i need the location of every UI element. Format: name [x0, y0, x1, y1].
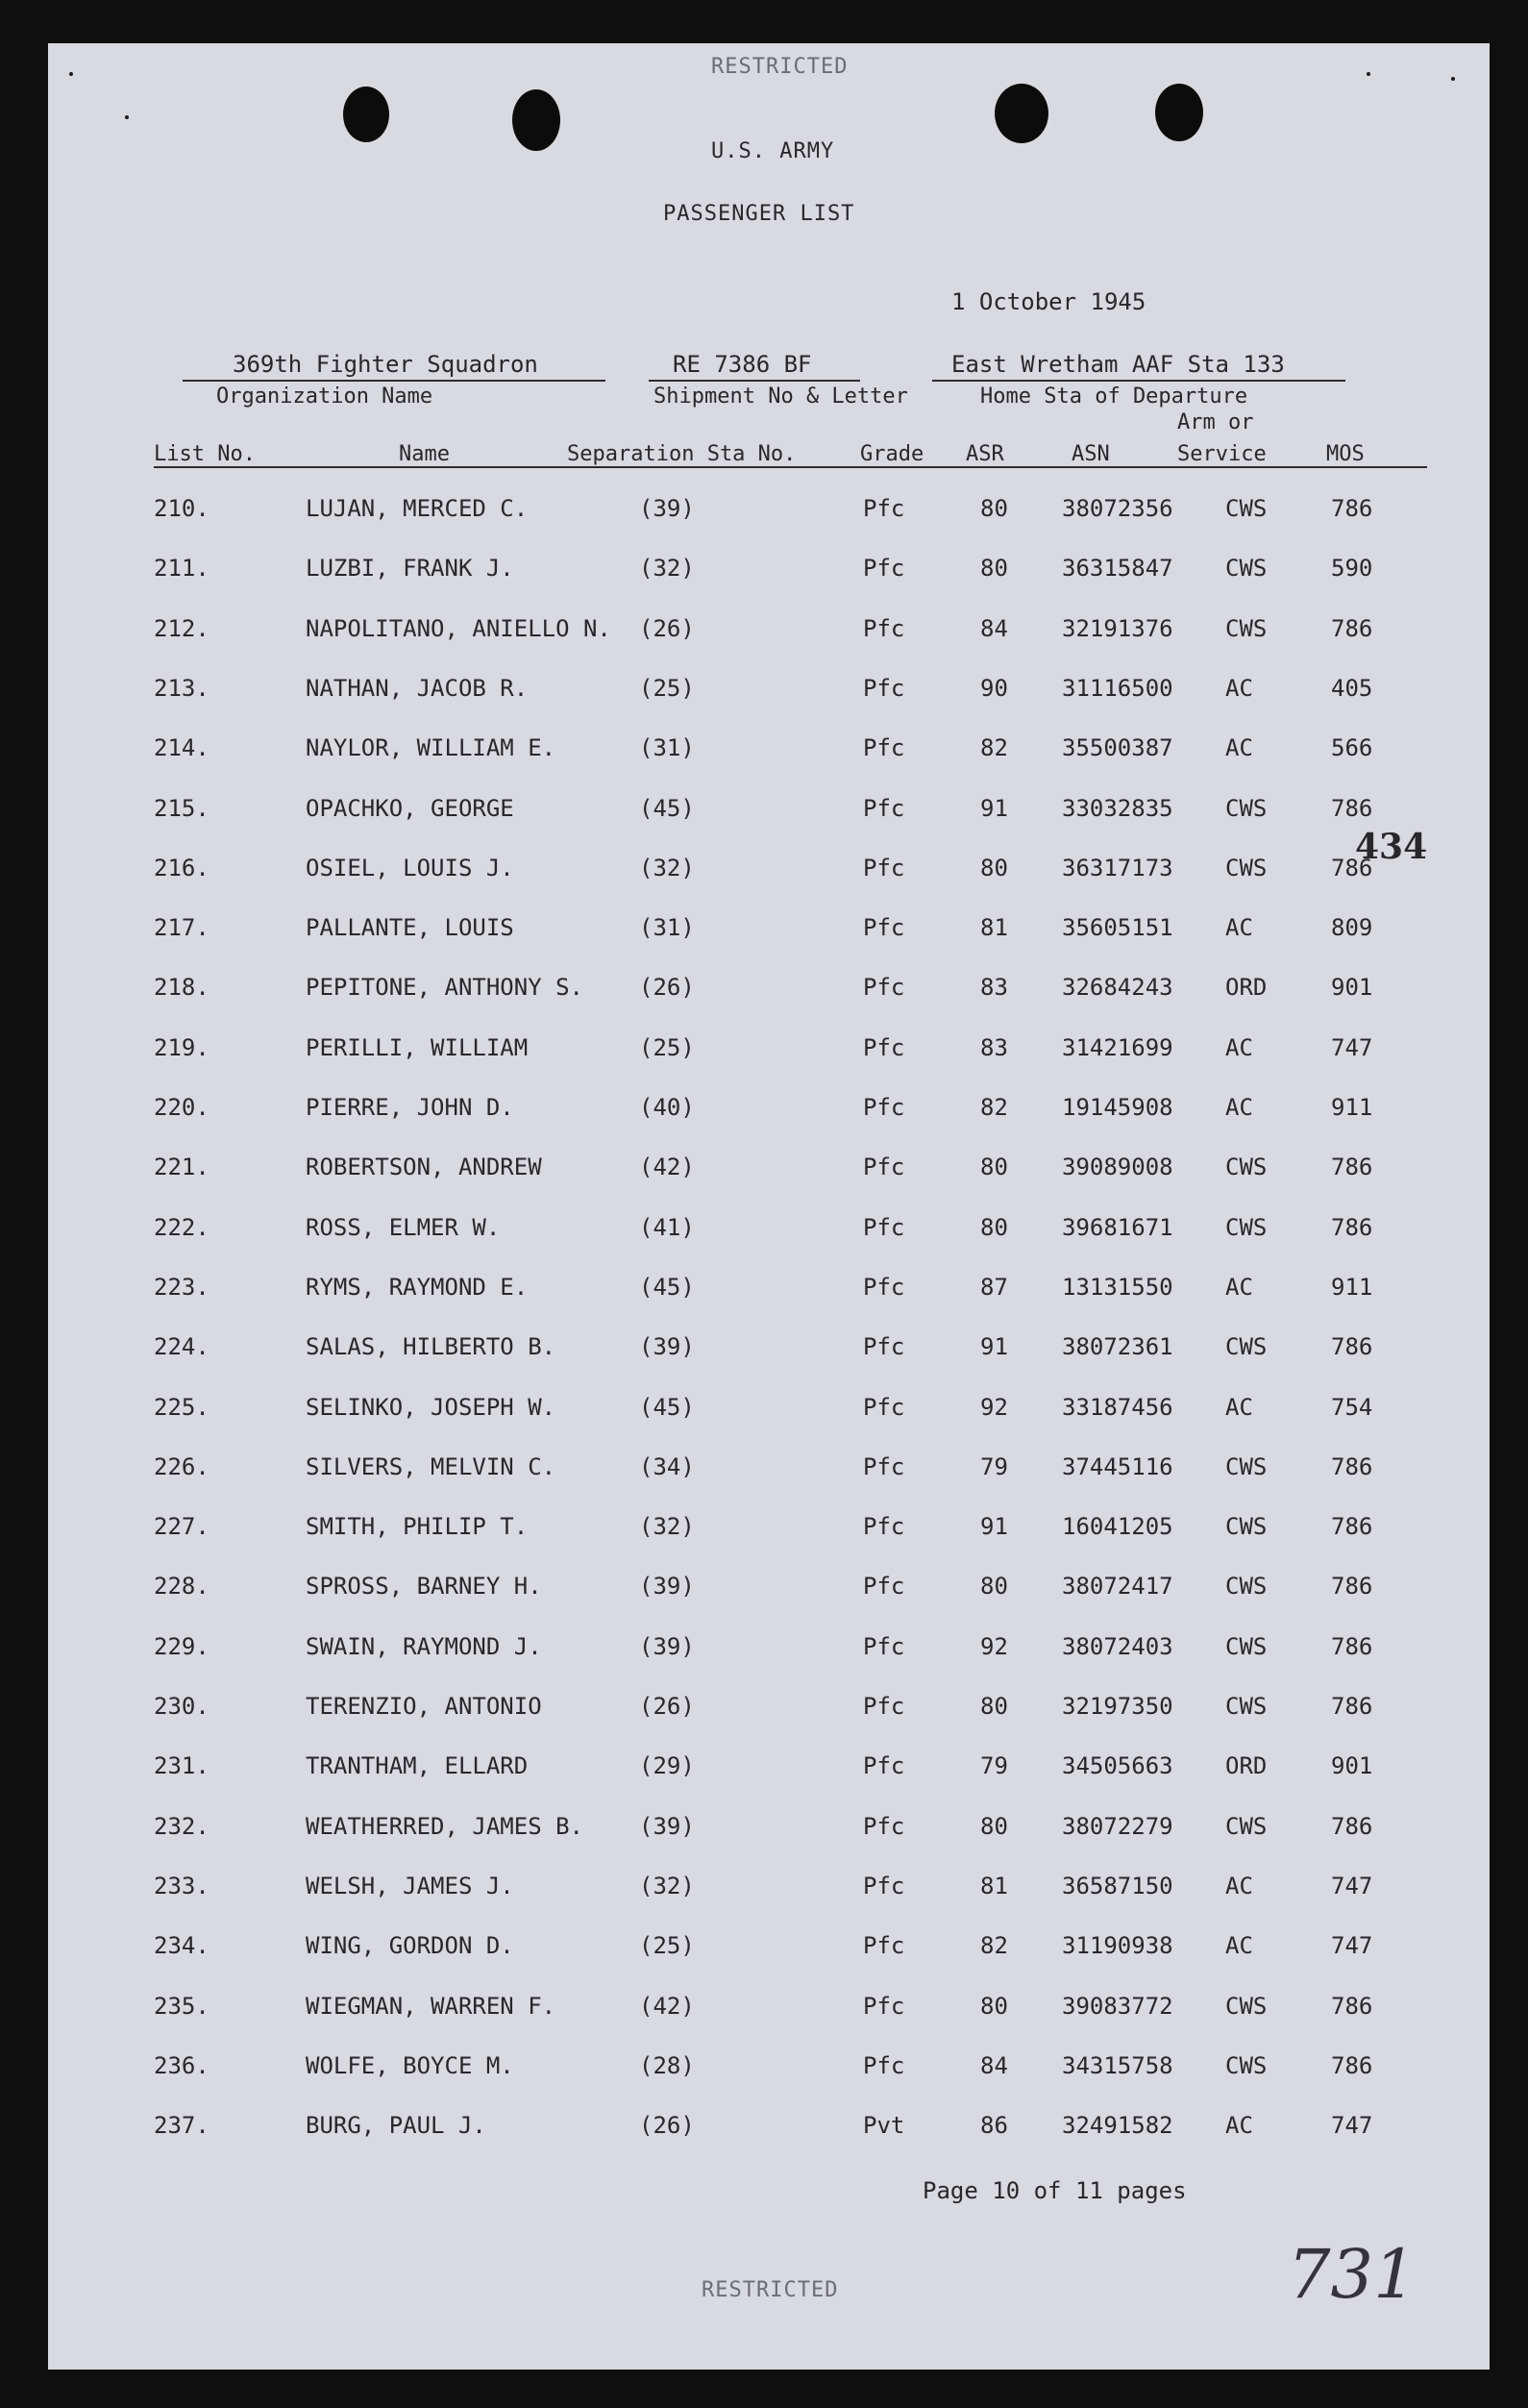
- mos-cell: 786: [1331, 495, 1373, 522]
- shipment-underline: [649, 380, 860, 382]
- table-row: [48, 855, 1490, 893]
- punch-hole: [1155, 84, 1203, 141]
- asn-cell: 32191376: [1062, 614, 1173, 642]
- arm-service-cell: CWS: [1225, 614, 1268, 642]
- list-number-cell: 220.: [154, 1094, 209, 1121]
- table-row: [48, 1752, 1490, 1791]
- asr-cell: 82: [980, 734, 1008, 762]
- mos-cell: 747: [1331, 1033, 1373, 1061]
- table-row: [48, 495, 1490, 534]
- list-number-cell: 216.: [154, 854, 209, 881]
- list-number-cell: 228.: [154, 1573, 209, 1601]
- shipment-number: RE 7386 BF: [673, 351, 812, 378]
- list-number-cell: 237.: [154, 2112, 209, 2140]
- mos-cell: 747: [1331, 1932, 1373, 1960]
- name-cell: SALAS, HILBERTO B.: [306, 1333, 556, 1361]
- asn-cell: 32684243: [1062, 974, 1173, 1002]
- column-header-arm-top: Arm or: [1177, 410, 1254, 434]
- asr-cell: 91: [980, 1513, 1008, 1541]
- table-row: [48, 1993, 1490, 2031]
- organization-name: 369th Fighter Squadron: [233, 351, 538, 378]
- organization-label: Organization Name: [216, 385, 433, 409]
- separation-cell: (39): [639, 1333, 695, 1361]
- asn-cell: 38072356: [1062, 495, 1173, 522]
- list-number-cell: 231.: [154, 1752, 209, 1780]
- name-cell: NAPOLITANO, ANIELLO N.: [306, 614, 611, 642]
- mos-cell: 786: [1331, 1513, 1373, 1541]
- asn-cell: 38072403: [1062, 1632, 1173, 1660]
- name-cell: RYMS, RAYMOND E.: [306, 1273, 529, 1301]
- grade-cell: Pfc: [863, 1273, 905, 1301]
- arm-service-cell: CWS: [1225, 1333, 1268, 1361]
- grade-cell: Pfc: [863, 974, 905, 1002]
- name-cell: PEPITONE, ANTHONY S.: [306, 974, 583, 1002]
- asn-cell: 36315847: [1062, 555, 1173, 583]
- arm-service-cell: AC: [1225, 1872, 1253, 1899]
- column-header-grade: Grade: [860, 442, 924, 466]
- list-number-cell: 225.: [154, 1393, 209, 1421]
- arm-service-cell: AC: [1225, 1033, 1253, 1061]
- arm-service-cell: AC: [1225, 674, 1253, 702]
- name-cell: OPACHKO, GEORGE: [306, 794, 514, 822]
- table-row: [48, 1513, 1490, 1552]
- asn-cell: 38072417: [1062, 1573, 1173, 1601]
- asn-cell: 38072361: [1062, 1333, 1173, 1361]
- arm-service-cell: AC: [1225, 734, 1253, 762]
- asn-cell: 35500387: [1062, 734, 1173, 762]
- home-station-underline: [932, 380, 1345, 382]
- mos-cell: 405: [1331, 674, 1373, 702]
- asr-cell: 80: [980, 1154, 1008, 1181]
- list-number-cell: 230.: [154, 1693, 209, 1720]
- name-cell: TERENZIO, ANTONIO: [306, 1693, 542, 1720]
- arm-service-cell: CWS: [1225, 495, 1268, 522]
- list-number-cell: 236.: [154, 2051, 209, 2079]
- grade-cell: Pfc: [863, 1693, 905, 1720]
- list-number-cell: 232.: [154, 1812, 209, 1840]
- grade-cell: Pfc: [863, 854, 905, 881]
- mos-cell: 786: [1331, 794, 1373, 822]
- speck: [69, 72, 73, 76]
- shipment-label: Shipment No & Letter: [653, 385, 908, 409]
- separation-cell: (32): [639, 1513, 695, 1541]
- home-station-label: Home Sta of Departure: [980, 385, 1248, 409]
- grade-cell: Pfc: [863, 1094, 905, 1121]
- grade-cell: Pfc: [863, 2051, 905, 2079]
- arm-service-cell: CWS: [1225, 1213, 1268, 1241]
- separation-cell: (32): [639, 854, 695, 881]
- list-number-cell: 235.: [154, 1992, 209, 2020]
- arm-service-cell: AC: [1225, 914, 1253, 942]
- grade-cell: Pfc: [863, 1452, 905, 1480]
- arm-service-cell: CWS: [1225, 1513, 1268, 1541]
- mos-cell: 747: [1331, 2112, 1373, 2140]
- grade-cell: Pfc: [863, 1752, 905, 1780]
- table-row: [48, 1034, 1490, 1073]
- mos-cell: 911: [1331, 1273, 1373, 1301]
- list-number-cell: 217.: [154, 914, 209, 942]
- asn-cell: 36317173: [1062, 854, 1173, 881]
- list-number-cell: 219.: [154, 1033, 209, 1061]
- asr-cell: 80: [980, 555, 1008, 583]
- grade-cell: Pfc: [863, 1213, 905, 1241]
- asr-cell: 83: [980, 974, 1008, 1002]
- name-cell: WELSH, JAMES J.: [306, 1872, 514, 1899]
- grade-cell: Pvt: [863, 2112, 905, 2140]
- list-number-cell: 224.: [154, 1333, 209, 1361]
- list-number-cell: 233.: [154, 1872, 209, 1899]
- mos-cell: 786: [1331, 1333, 1373, 1361]
- asr-cell: 80: [980, 1213, 1008, 1241]
- list-number-cell: 223.: [154, 1273, 209, 1301]
- mos-cell: 911: [1331, 1094, 1373, 1121]
- asn-cell: 39089008: [1062, 1154, 1173, 1181]
- name-cell: BURG, PAUL J.: [306, 2112, 486, 2140]
- table-row: [48, 1633, 1490, 1672]
- grade-cell: Pfc: [863, 1872, 905, 1899]
- arm-service-cell: CWS: [1225, 1693, 1268, 1720]
- grade-cell: Pfc: [863, 555, 905, 583]
- restricted-bottom: RESTRICTED: [702, 2278, 839, 2302]
- grade-cell: Pfc: [863, 914, 905, 942]
- list-number-cell: 212.: [154, 614, 209, 642]
- stamp-number: 434: [1355, 827, 1428, 867]
- separation-cell: (31): [639, 734, 695, 762]
- separation-cell: (31): [639, 914, 695, 942]
- page-title: PASSENGER LIST: [663, 202, 855, 226]
- asr-cell: 80: [980, 1812, 1008, 1840]
- list-number-cell: 218.: [154, 974, 209, 1002]
- asn-cell: 36587150: [1062, 1872, 1173, 1899]
- list-number-cell: 234.: [154, 1932, 209, 1960]
- speck: [1367, 72, 1370, 76]
- asr-cell: 82: [980, 1094, 1008, 1121]
- list-number-cell: 215.: [154, 794, 209, 822]
- mos-cell: 590: [1331, 555, 1373, 583]
- grade-cell: Pfc: [863, 1632, 905, 1660]
- name-cell: TRANTHAM, ELLARD: [306, 1752, 529, 1780]
- asr-cell: 84: [980, 2051, 1008, 2079]
- mos-cell: 786: [1331, 1693, 1373, 1720]
- mos-cell: 786: [1331, 614, 1373, 642]
- list-number-cell: 222.: [154, 1213, 209, 1241]
- asr-cell: 83: [980, 1033, 1008, 1061]
- list-number-cell: 221.: [154, 1154, 209, 1181]
- arm-service-cell: CWS: [1225, 2051, 1268, 2079]
- table-row: [48, 1274, 1490, 1312]
- grade-cell: Pfc: [863, 1513, 905, 1541]
- grade-cell: Pfc: [863, 674, 905, 702]
- column-header-name: Name: [399, 442, 450, 466]
- separation-cell: (29): [639, 1752, 695, 1780]
- separation-cell: (45): [639, 794, 695, 822]
- document-page: [48, 43, 1490, 2370]
- name-cell: SMITH, PHILIP T.: [306, 1513, 529, 1541]
- name-cell: WING, GORDON D.: [306, 1932, 514, 1960]
- table-row: [48, 1154, 1490, 1192]
- punch-hole: [995, 84, 1048, 143]
- list-number-cell: 213.: [154, 674, 209, 702]
- name-cell: SILVERS, MELVIN C.: [306, 1452, 556, 1480]
- list-number-cell: 226.: [154, 1452, 209, 1480]
- table-row: [48, 675, 1490, 713]
- table-row: [48, 1573, 1490, 1611]
- asn-cell: 33032835: [1062, 794, 1173, 822]
- separation-cell: (40): [639, 1094, 695, 1121]
- asn-cell: 19145908: [1062, 1094, 1173, 1121]
- name-cell: LUJAN, MERCED C.: [306, 495, 529, 522]
- asr-cell: 84: [980, 614, 1008, 642]
- asr-cell: 92: [980, 1393, 1008, 1421]
- army-heading: U.S. ARMY: [711, 139, 835, 163]
- name-cell: OSIEL, LOUIS J.: [306, 854, 514, 881]
- asn-cell: 32491582: [1062, 2112, 1173, 2140]
- arm-service-cell: AC: [1225, 1273, 1253, 1301]
- arm-service-cell: CWS: [1225, 854, 1268, 881]
- grade-cell: Pfc: [863, 794, 905, 822]
- mos-cell: 566: [1331, 734, 1373, 762]
- speck: [1451, 77, 1455, 81]
- name-cell: ROBERTSON, ANDREW: [306, 1154, 542, 1181]
- separation-cell: (32): [639, 555, 695, 583]
- arm-service-cell: CWS: [1225, 1812, 1268, 1840]
- separation-cell: (42): [639, 1992, 695, 2020]
- column-header-mos: MOS: [1326, 442, 1365, 466]
- asr-cell: 79: [980, 1752, 1008, 1780]
- organization-underline: [183, 380, 605, 382]
- arm-service-cell: CWS: [1225, 1573, 1268, 1601]
- mos-cell: 786: [1331, 2051, 1373, 2079]
- arm-service-cell: CWS: [1225, 1452, 1268, 1480]
- asr-cell: 87: [980, 1273, 1008, 1301]
- table-row: [48, 2052, 1490, 2091]
- mos-cell: 747: [1331, 1872, 1373, 1899]
- mos-cell: 786: [1331, 1632, 1373, 1660]
- punch-hole: [343, 87, 389, 142]
- name-cell: SELINKO, JOSEPH W.: [306, 1393, 556, 1421]
- arm-service-cell: CWS: [1225, 794, 1268, 822]
- separation-cell: (32): [639, 1872, 695, 1899]
- grade-cell: Pfc: [863, 1393, 905, 1421]
- separation-cell: (25): [639, 1932, 695, 1960]
- list-number-cell: 210.: [154, 495, 209, 522]
- mos-cell: 786: [1331, 1213, 1373, 1241]
- asr-cell: 81: [980, 1872, 1008, 1899]
- table-row: [48, 1693, 1490, 1731]
- separation-cell: (26): [639, 614, 695, 642]
- header-rule: [154, 466, 1427, 468]
- separation-cell: (39): [639, 1573, 695, 1601]
- asr-cell: 80: [980, 854, 1008, 881]
- arm-service-cell: AC: [1225, 1932, 1253, 1960]
- separation-cell: (26): [639, 1693, 695, 1720]
- name-cell: PALLANTE, LOUIS: [306, 914, 514, 942]
- list-number-cell: 229.: [154, 1632, 209, 1660]
- name-cell: LUZBI, FRANK J.: [306, 555, 514, 583]
- mos-cell: 901: [1331, 1752, 1373, 1780]
- grade-cell: Pfc: [863, 1033, 905, 1061]
- arm-service-cell: CWS: [1225, 1154, 1268, 1181]
- name-cell: SWAIN, RAYMOND J.: [306, 1632, 542, 1660]
- name-cell: WOLFE, BOYCE M.: [306, 2051, 514, 2079]
- separation-cell: (26): [639, 974, 695, 1002]
- asn-cell: 31116500: [1062, 674, 1173, 702]
- grade-cell: Pfc: [863, 1812, 905, 1840]
- home-station: East Wretham AAF Sta 133: [951, 351, 1285, 378]
- mos-cell: 754: [1331, 1393, 1373, 1421]
- list-number-cell: 227.: [154, 1513, 209, 1541]
- arm-service-cell: ORD: [1225, 974, 1268, 1002]
- table-row: [48, 1873, 1490, 1911]
- table-row: [48, 974, 1490, 1012]
- asn-cell: 39681671: [1062, 1213, 1173, 1241]
- arm-service-cell: CWS: [1225, 1992, 1268, 2020]
- asn-cell: 31190938: [1062, 1932, 1173, 1960]
- column-header-asn: ASN: [1072, 442, 1110, 466]
- name-cell: PIERRE, JOHN D.: [306, 1094, 514, 1121]
- grade-cell: Pfc: [863, 1573, 905, 1601]
- mos-cell: 786: [1331, 1573, 1373, 1601]
- name-cell: WIEGMAN, WARREN F.: [306, 1992, 556, 2020]
- column-header-list-no: List No.: [154, 442, 256, 466]
- asn-cell: 38072279: [1062, 1812, 1173, 1840]
- column-header-separation: Separation Sta No.: [567, 442, 797, 466]
- table-row: [48, 1214, 1490, 1253]
- restricted-top: RESTRICTED: [711, 55, 849, 79]
- arm-service-cell: AC: [1225, 1393, 1253, 1421]
- separation-cell: (41): [639, 1213, 695, 1241]
- asr-cell: 92: [980, 1632, 1008, 1660]
- list-date: 1 October 1945: [951, 288, 1146, 315]
- page-number: Page 10 of 11 pages: [923, 2177, 1187, 2204]
- mos-cell: 786: [1331, 854, 1373, 881]
- name-cell: NATHAN, JACOB R.: [306, 674, 529, 702]
- table-row: [48, 1333, 1490, 1372]
- asr-cell: 80: [980, 1573, 1008, 1601]
- asn-cell: 32197350: [1062, 1693, 1173, 1720]
- arm-service-cell: AC: [1225, 1094, 1253, 1121]
- grade-cell: Pfc: [863, 1333, 905, 1361]
- asn-cell: 31421699: [1062, 1033, 1173, 1061]
- table-row: [48, 734, 1490, 773]
- table-row: [48, 1394, 1490, 1432]
- grade-cell: Pfc: [863, 734, 905, 762]
- mos-cell: 786: [1331, 1452, 1373, 1480]
- grade-cell: Pfc: [863, 1932, 905, 1960]
- asr-cell: 90: [980, 674, 1008, 702]
- mos-cell: 786: [1331, 1812, 1373, 1840]
- asr-cell: 79: [980, 1452, 1008, 1480]
- separation-cell: (42): [639, 1154, 695, 1181]
- separation-cell: (25): [639, 1033, 695, 1061]
- asr-cell: 91: [980, 794, 1008, 822]
- table-row: [48, 2112, 1490, 2150]
- arm-service-cell: CWS: [1225, 1632, 1268, 1660]
- separation-cell: (39): [639, 1812, 695, 1840]
- column-header-asr: ASR: [966, 442, 1004, 466]
- mos-cell: 809: [1331, 914, 1373, 942]
- table-row: [48, 1813, 1490, 1851]
- separation-cell: (39): [639, 495, 695, 522]
- arm-service-cell: AC: [1225, 2112, 1253, 2140]
- asr-cell: 80: [980, 1992, 1008, 2020]
- table-row: [48, 1932, 1490, 1971]
- asn-cell: 13131550: [1062, 1273, 1173, 1301]
- asn-cell: 39083772: [1062, 1992, 1173, 2020]
- asr-cell: 81: [980, 914, 1008, 942]
- separation-cell: (45): [639, 1393, 695, 1421]
- handwritten-number: 731: [1288, 2235, 1417, 2314]
- separation-cell: (39): [639, 1632, 695, 1660]
- name-cell: SPROSS, BARNEY H.: [306, 1573, 542, 1601]
- speck: [125, 115, 129, 119]
- asn-cell: 34505663: [1062, 1752, 1173, 1780]
- separation-cell: (26): [639, 2112, 695, 2140]
- list-number-cell: 211.: [154, 555, 209, 583]
- mos-cell: 901: [1331, 974, 1373, 1002]
- asr-cell: 80: [980, 1693, 1008, 1720]
- asn-cell: 33187456: [1062, 1393, 1173, 1421]
- asn-cell: 37445116: [1062, 1452, 1173, 1480]
- grade-cell: Pfc: [863, 495, 905, 522]
- asn-cell: 34315758: [1062, 2051, 1173, 2079]
- name-cell: WEATHERRED, JAMES B.: [306, 1812, 583, 1840]
- separation-cell: (25): [639, 674, 695, 702]
- grade-cell: Pfc: [863, 614, 905, 642]
- grade-cell: Pfc: [863, 1992, 905, 2020]
- table-row: [48, 1094, 1490, 1132]
- table-row: [48, 1453, 1490, 1492]
- list-number-cell: 214.: [154, 734, 209, 762]
- punch-hole: [512, 89, 560, 151]
- asn-cell: 16041205: [1062, 1513, 1173, 1541]
- arm-service-cell: CWS: [1225, 555, 1268, 583]
- table-row: [48, 914, 1490, 953]
- asn-cell: 35605151: [1062, 914, 1173, 942]
- asr-cell: 80: [980, 495, 1008, 522]
- name-cell: NAYLOR, WILLIAM E.: [306, 734, 556, 762]
- table-row: [48, 795, 1490, 833]
- separation-cell: (45): [639, 1273, 695, 1301]
- table-row: [48, 555, 1490, 593]
- asr-cell: 86: [980, 2112, 1008, 2140]
- table-row: [48, 615, 1490, 654]
- arm-service-cell: ORD: [1225, 1752, 1268, 1780]
- asr-cell: 91: [980, 1333, 1008, 1361]
- mos-cell: 786: [1331, 1992, 1373, 2020]
- mos-cell: 786: [1331, 1154, 1373, 1181]
- separation-cell: (28): [639, 2051, 695, 2079]
- name-cell: PERILLI, WILLIAM: [306, 1033, 529, 1061]
- column-header-arm-bottom: Service: [1177, 442, 1267, 466]
- separation-cell: (34): [639, 1452, 695, 1480]
- name-cell: ROSS, ELMER W.: [306, 1213, 501, 1241]
- asr-cell: 82: [980, 1932, 1008, 1960]
- grade-cell: Pfc: [863, 1154, 905, 1181]
